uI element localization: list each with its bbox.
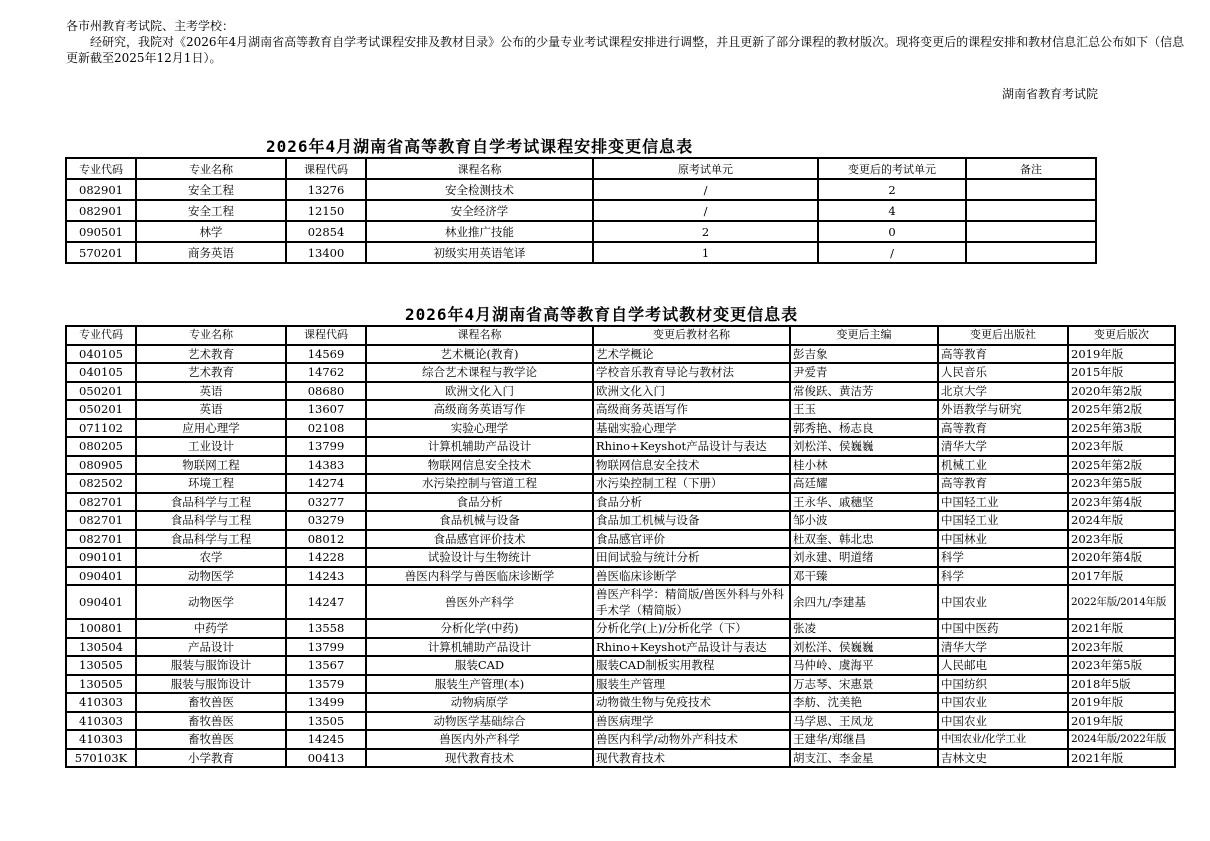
cell-major-name: 英语 [136, 382, 286, 401]
cell-course-name: 动物医学基础综合 [366, 712, 593, 731]
header-editor: 变更后主编 [790, 326, 938, 345]
cell-editor: 刘松洋、侯巍巍 [790, 638, 938, 657]
cell-publisher: 清华大学 [938, 437, 1068, 456]
cell-textbook-name: 艺术学概论 [593, 345, 790, 364]
cell-edition: 2023年版 [1068, 530, 1175, 549]
cell-editor: 杜双奎、韩北忠 [790, 530, 938, 549]
cell-major-name: 服装与服饰设计 [136, 656, 286, 675]
cell-course-code: 14569 [286, 345, 366, 364]
cell-edition: 2023年版 [1068, 638, 1175, 657]
cell-major-name: 安全工程 [136, 179, 286, 200]
cell-course-name: 食品感官评价技术 [366, 530, 593, 549]
cell-new-unit: 2 [818, 179, 966, 200]
cell-course-code: 13400 [286, 242, 366, 263]
cell-major-code: 080905 [66, 456, 136, 475]
cell-remarks [966, 200, 1096, 221]
cell-publisher: 清华大学 [938, 638, 1068, 657]
cell-textbook-name: Rhino+Keyshot产品设计与表达 [593, 638, 790, 657]
cell-edition: 2019年版 [1068, 345, 1175, 364]
cell-edition: 2025年第2版 [1068, 456, 1175, 475]
cell-edition: 2019年版 [1068, 712, 1175, 731]
table-row [66, 585, 1175, 619]
cell-course-name: 初级实用英语笔译 [366, 242, 593, 263]
table-row [66, 200, 1096, 221]
cell-major-code: 050201 [66, 382, 136, 401]
cell-course-name: 综合艺术课程与教学论 [366, 363, 593, 382]
cell-major-code: 130505 [66, 656, 136, 675]
cell-course-code: 02108 [286, 419, 366, 438]
cell-publisher: 中国纺织 [938, 675, 1068, 694]
cell-editor: 张凌 [790, 619, 938, 638]
cell-publisher: 中国农业/化学工业 [938, 730, 1068, 749]
cell-publisher: 机械工业 [938, 456, 1068, 475]
cell-major-name: 物联网工程 [136, 456, 286, 475]
cell-course-code: 02854 [286, 221, 366, 242]
cell-course-code: 12150 [286, 200, 366, 221]
cell-editor: 高廷耀 [790, 474, 938, 493]
table-row [66, 548, 1175, 567]
cell-major-code: 082701 [66, 511, 136, 530]
cell-publisher: 中国轻工业 [938, 493, 1068, 512]
cell-textbook-name: 服装生产管理 [593, 675, 790, 694]
cell-publisher: 科学 [938, 548, 1068, 567]
cell-editor: 刘永建、明道绪 [790, 548, 938, 567]
cell-textbook-name: 基础实验心理学 [593, 419, 790, 438]
cell-edition: 2021年版 [1068, 619, 1175, 638]
cell-textbook-name: 物联网信息安全技术 [593, 456, 790, 475]
cell-major-name: 食品科学与工程 [136, 493, 286, 512]
notice-intro [66, 18, 1186, 66]
cell-major-code: 082901 [66, 179, 136, 200]
cell-course-name: 安全经济学 [366, 200, 593, 221]
cell-course-code: 13558 [286, 619, 366, 638]
cell-course-name: 实验心理学 [366, 419, 593, 438]
cell-editor: 万志琴、宋惠景 [790, 675, 938, 694]
cell-edition: 2023年第4版 [1068, 493, 1175, 512]
cell-textbook-name: 兽医临床诊断学 [593, 567, 790, 586]
cell-textbook-name: 田间试验与统计分析 [593, 548, 790, 567]
cell-major-code: 050201 [66, 400, 136, 419]
table-row [66, 511, 1175, 530]
cell-publisher: 外语教学与研究 [938, 400, 1068, 419]
cell-course-name: 服装生产管理(本) [366, 675, 593, 694]
header-course-name: 课程名称 [366, 158, 593, 179]
table-row [66, 382, 1175, 401]
cell-textbook-name: 学校音乐教育导论与教材法 [593, 363, 790, 382]
cell-textbook-name: 动物微生物与免疫技术 [593, 693, 790, 712]
cell-course-code: 08680 [286, 382, 366, 401]
cell-remarks [966, 179, 1096, 200]
cell-course-code: 00413 [286, 749, 366, 768]
cell-textbook-name: 兽医内科学/动物外产科技术 [593, 730, 790, 749]
cell-course-code: 14383 [286, 456, 366, 475]
cell-editor: 王玉 [790, 400, 938, 419]
cell-course-name: 林业推广技能 [366, 221, 593, 242]
table-row [66, 221, 1096, 242]
notice-body: 经研究，我院对《2026年4月湖南省高等教育自学考试课程安排及教材目录》公布的少量专业考试课程安排进行调整，并且更新了部分课程的教材版次。现将变更后的课程安排和教材信息汇总公布如下（信息更新截至2025年12月1日）。 [66, 35, 1185, 65]
cell-edition: 2024年版 [1068, 511, 1175, 530]
notice-salutation: 各市州教育考试院、主考学校： [66, 19, 235, 33]
cell-major-code: 090401 [66, 585, 136, 619]
cell-textbook-name: 兽医病理学 [593, 712, 790, 731]
cell-major-code: 130505 [66, 675, 136, 694]
cell-textbook-name: 水污染控制工程（下册） [593, 474, 790, 493]
schedule-table-title: 2026年4月湖南省高等教育自学考试课程安排变更信息表 [266, 137, 694, 156]
cell-major-code: 100801 [66, 619, 136, 638]
cell-course-code: 13579 [286, 675, 366, 694]
cell-publisher: 吉林文史 [938, 749, 1068, 768]
header-new-unit: 变更后的考试单元 [818, 158, 966, 179]
cell-major-code: 082901 [66, 200, 136, 221]
cell-course-code: 13799 [286, 437, 366, 456]
cell-course-code: 14245 [286, 730, 366, 749]
table-row [66, 567, 1175, 586]
cell-publisher: 中国农业 [938, 712, 1068, 731]
header-major-code: 专业代码 [66, 158, 136, 179]
table-row [66, 345, 1175, 364]
header-remarks: 备注 [966, 158, 1096, 179]
cell-remarks [966, 221, 1096, 242]
table-row [66, 619, 1175, 638]
cell-major-code: 130504 [66, 638, 136, 657]
cell-editor: 邹小波 [790, 511, 938, 530]
cell-textbook-name: 服装CAD制板实用教程 [593, 656, 790, 675]
cell-textbook-name: 分析化学(上)/分析化学（下） [593, 619, 790, 638]
cell-new-unit: 4 [818, 200, 966, 221]
cell-course-name: 高级商务英语写作 [366, 400, 593, 419]
cell-textbook-name: 现代教育技术 [593, 749, 790, 768]
cell-major-code: 040105 [66, 363, 136, 382]
cell-original-unit: / [593, 200, 818, 221]
table-row [66, 456, 1175, 475]
cell-major-name: 安全工程 [136, 200, 286, 221]
header-major-name: 专业名称 [136, 326, 286, 345]
header-course-code: 课程代码 [286, 326, 366, 345]
cell-publisher: 中国轻工业 [938, 511, 1068, 530]
table-row [66, 493, 1175, 512]
cell-publisher: 高等教育 [938, 345, 1068, 364]
cell-edition: 2019年版 [1068, 693, 1175, 712]
cell-major-code: 410303 [66, 693, 136, 712]
cell-course-code: 13567 [286, 656, 366, 675]
cell-major-code: 082701 [66, 493, 136, 512]
cell-course-code: 13499 [286, 693, 366, 712]
cell-course-name: 现代教育技术 [366, 749, 593, 768]
cell-original-unit: / [593, 179, 818, 200]
cell-major-name: 小学教育 [136, 749, 286, 768]
cell-edition: 2024年版/2022年版 [1068, 730, 1175, 749]
cell-edition: 2022年版/2014年版 [1068, 585, 1175, 619]
cell-edition: 2023年第5版 [1068, 656, 1175, 675]
cell-textbook-name: 欧洲文化入门 [593, 382, 790, 401]
cell-publisher: 北京大学 [938, 382, 1068, 401]
table-row [66, 638, 1175, 657]
cell-edition: 2023年版 [1068, 437, 1175, 456]
cell-course-name: 物联网信息安全技术 [366, 456, 593, 475]
cell-course-name: 艺术概论(教育) [366, 345, 593, 364]
cell-publisher: 中国农业 [938, 585, 1068, 619]
cell-publisher: 高等教育 [938, 474, 1068, 493]
cell-course-code: 03279 [286, 511, 366, 530]
header-major-code: 专业代码 [66, 326, 136, 345]
cell-major-code: 090501 [66, 221, 136, 242]
cell-course-code: 14228 [286, 548, 366, 567]
cell-course-name: 水污染控制与管道工程 [366, 474, 593, 493]
cell-edition: 2017年版 [1068, 567, 1175, 586]
table-row [66, 656, 1175, 675]
textbook-table-title: 2026年4月湖南省高等教育自学考试教材变更信息表 [405, 305, 799, 324]
cell-course-name: 安全检测技术 [366, 179, 593, 200]
cell-textbook-name: 食品分析 [593, 493, 790, 512]
table-row [66, 730, 1175, 749]
cell-textbook-name: 兽医产科学：精简版/兽医外科与外科手术学（精简版） [593, 585, 790, 619]
cell-textbook-name: 高级商务英语写作 [593, 400, 790, 419]
header-original-unit: 原考试单元 [593, 158, 818, 179]
cell-publisher: 高等教育 [938, 419, 1068, 438]
cell-major-code: 570201 [66, 242, 136, 263]
cell-editor: 桂小林 [790, 456, 938, 475]
cell-major-name: 林学 [136, 221, 286, 242]
cell-course-code: 14247 [286, 585, 366, 619]
table-row [66, 242, 1096, 263]
cell-edition: 2020年第2版 [1068, 382, 1175, 401]
cell-major-code: 082701 [66, 530, 136, 549]
table-row [66, 530, 1175, 549]
cell-major-name: 畜牧兽医 [136, 730, 286, 749]
cell-editor: 郭秀艳、杨志良 [790, 419, 938, 438]
table-row [66, 437, 1175, 456]
cell-edition: 2021年版 [1068, 749, 1175, 768]
schedule-change-table [65, 157, 1097, 264]
cell-major-code: 082502 [66, 474, 136, 493]
cell-major-name: 动物医学 [136, 567, 286, 586]
textbook-change-table [65, 325, 1176, 768]
header-textbook-name: 变更后教材名称 [593, 326, 790, 345]
table-header-row [66, 158, 1096, 179]
cell-major-name: 产品设计 [136, 638, 286, 657]
cell-major-code: 410303 [66, 730, 136, 749]
cell-major-name: 动物医学 [136, 585, 286, 619]
cell-course-name: 欧洲文化入门 [366, 382, 593, 401]
cell-major-name: 农学 [136, 548, 286, 567]
cell-editor: 马仲岭、虞海平 [790, 656, 938, 675]
cell-major-code: 090101 [66, 548, 136, 567]
cell-major-code: 071102 [66, 419, 136, 438]
cell-textbook-name: 食品感官评价 [593, 530, 790, 549]
cell-course-name: 分析化学(中药) [366, 619, 593, 638]
cell-major-code: 040105 [66, 345, 136, 364]
cell-textbook-name: 食品加工机械与设备 [593, 511, 790, 530]
cell-course-code: 14762 [286, 363, 366, 382]
cell-course-code: 08012 [286, 530, 366, 549]
cell-course-name: 动物病原学 [366, 693, 593, 712]
cell-major-name: 食品科学与工程 [136, 511, 286, 530]
cell-major-code: 080205 [66, 437, 136, 456]
cell-course-code: 13276 [286, 179, 366, 200]
header-course-code: 课程代码 [286, 158, 366, 179]
cell-course-name: 兽医外产科学 [366, 585, 593, 619]
cell-edition: 2025年第3版 [1068, 419, 1175, 438]
cell-course-name: 兽医内科学与兽医临床诊断学 [366, 567, 593, 586]
cell-course-name: 食品机械与设备 [366, 511, 593, 530]
cell-new-unit: 0 [818, 221, 966, 242]
cell-textbook-name: Rhino+Keyshot产品设计与表达 [593, 437, 790, 456]
cell-publisher: 科学 [938, 567, 1068, 586]
cell-course-name: 兽医内外产科学 [366, 730, 593, 749]
cell-publisher: 中国中医药 [938, 619, 1068, 638]
cell-editor: 彭吉象 [790, 345, 938, 364]
cell-editor: 李舫、沈美艳 [790, 693, 938, 712]
cell-editor: 刘松洋、侯巍巍 [790, 437, 938, 456]
cell-major-name: 艺术教育 [136, 363, 286, 382]
cell-major-name: 畜牧兽医 [136, 712, 286, 731]
cell-edition: 2020年第4版 [1068, 548, 1175, 567]
cell-edition: 2023年第5版 [1068, 474, 1175, 493]
cell-original-unit: 2 [593, 221, 818, 242]
cell-editor: 马学恩、王凤龙 [790, 712, 938, 731]
table-row [66, 712, 1175, 731]
cell-editor: 余四九/李建基 [790, 585, 938, 619]
cell-major-name: 商务英语 [136, 242, 286, 263]
cell-publisher: 中国农业 [938, 693, 1068, 712]
cell-course-code: 14274 [286, 474, 366, 493]
cell-major-name: 工业设计 [136, 437, 286, 456]
cell-editor: 尹爱青 [790, 363, 938, 382]
cell-editor: 常俊跃、黄洁芳 [790, 382, 938, 401]
cell-publisher: 中国林业 [938, 530, 1068, 549]
cell-major-code: 090401 [66, 567, 136, 586]
cell-course-name: 计算机辅助产品设计 [366, 437, 593, 456]
cell-editor: 邓干臻 [790, 567, 938, 586]
table-row [66, 675, 1175, 694]
cell-course-code: 13505 [286, 712, 366, 731]
table-row [66, 693, 1175, 712]
cell-new-unit: / [818, 242, 966, 263]
table-row [66, 363, 1175, 382]
cell-edition: 2015年版 [1068, 363, 1175, 382]
cell-edition: 2025年第2版 [1068, 400, 1175, 419]
cell-major-name: 英语 [136, 400, 286, 419]
header-publisher: 变更后出版社 [938, 326, 1068, 345]
cell-editor: 王建华/郑继昌 [790, 730, 938, 749]
header-major-name: 专业名称 [136, 158, 286, 179]
cell-remarks [966, 242, 1096, 263]
cell-edition: 2018年5版 [1068, 675, 1175, 694]
table-row [66, 179, 1096, 200]
table-row [66, 474, 1175, 493]
cell-course-name: 服装CAD [366, 656, 593, 675]
cell-editor: 胡支江、李金星 [790, 749, 938, 768]
cell-course-name: 食品分析 [366, 493, 593, 512]
header-edition: 变更后版次 [1068, 326, 1175, 345]
cell-major-code: 570103K [66, 749, 136, 768]
cell-major-name: 服装与服饰设计 [136, 675, 286, 694]
header-course-name: 课程名称 [366, 326, 593, 345]
table-header-row [66, 326, 1175, 345]
cell-major-name: 食品科学与工程 [136, 530, 286, 549]
cell-major-name: 应用心理学 [136, 419, 286, 438]
cell-major-code: 410303 [66, 712, 136, 731]
cell-publisher: 人民邮电 [938, 656, 1068, 675]
notice-signature: 湖南省教育考试院 [1002, 87, 1099, 101]
cell-editor: 王永华、戚穗坚 [790, 493, 938, 512]
cell-major-name: 畜牧兽医 [136, 693, 286, 712]
cell-course-name: 试验设计与生物统计 [366, 548, 593, 567]
cell-course-code: 13799 [286, 638, 366, 657]
cell-major-name: 环境工程 [136, 474, 286, 493]
cell-course-name: 计算机辅助产品设计 [366, 638, 593, 657]
cell-original-unit: 1 [593, 242, 818, 263]
table-row [66, 419, 1175, 438]
cell-course-code: 13607 [286, 400, 366, 419]
table-row [66, 400, 1175, 419]
cell-publisher: 人民音乐 [938, 363, 1068, 382]
cell-major-name: 艺术教育 [136, 345, 286, 364]
cell-course-code: 03277 [286, 493, 366, 512]
table-row [66, 749, 1175, 768]
cell-course-code: 14243 [286, 567, 366, 586]
cell-major-name: 中药学 [136, 619, 286, 638]
